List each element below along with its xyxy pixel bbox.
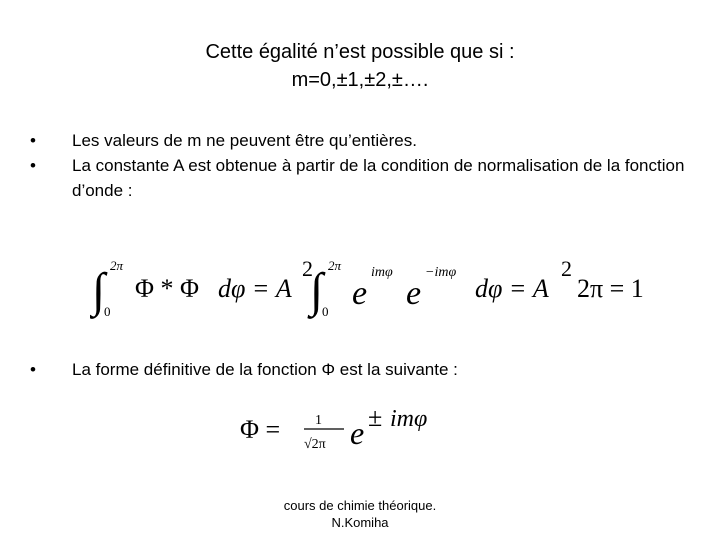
bullet-marker: • xyxy=(30,156,36,175)
integral-lower-bound: 0 xyxy=(322,304,329,319)
two-pi-equals-one: 2π = 1 xyxy=(577,274,644,303)
title-line-2: m=0,±1,±2,±…. xyxy=(291,69,429,91)
exp-e: e xyxy=(352,275,368,312)
exp-e: e xyxy=(406,275,422,312)
integral-sign: ∫ xyxy=(310,264,324,317)
bullet-marker: • xyxy=(30,360,36,379)
integral-upper-bound: 2π xyxy=(110,258,124,273)
fraction-numerator: 1 xyxy=(315,413,322,428)
exponent-im-phi: imφ xyxy=(371,265,393,280)
bullet-text: Les valeurs de m ne peuvent être qu’entières. xyxy=(72,131,417,150)
phi-final-equation xyxy=(240,400,460,462)
exponent-two: 2 xyxy=(561,256,572,281)
fraction-denominator: √2π xyxy=(304,437,326,452)
normalization-equation xyxy=(90,252,670,322)
phi-star-phi: Φ * Φ xyxy=(135,274,200,303)
slide-footer xyxy=(260,497,460,531)
bullet-item xyxy=(30,153,690,203)
bullet-marker: • xyxy=(30,131,36,150)
exponent-two: 2 xyxy=(302,256,313,281)
dphi-equals-a: dφ = A xyxy=(218,274,292,303)
bullet-item xyxy=(30,128,690,153)
bullet-list xyxy=(30,128,690,203)
bullet-text: La constante A est obtenue à partir de la condition de normalisation de la fonction d’onde : xyxy=(72,156,685,200)
footer-author: N.Komiha xyxy=(331,515,389,530)
integral-lower-bound: 0 xyxy=(104,304,111,319)
slide-title xyxy=(0,38,720,94)
integral-upper-bound: 2π xyxy=(328,258,342,273)
dphi-equals-a: dφ = A xyxy=(475,274,549,303)
exponent-im-phi: imφ xyxy=(390,406,428,432)
bullet-item xyxy=(30,357,690,382)
integral-sign: ∫ xyxy=(92,264,106,317)
bullet-list xyxy=(30,357,690,382)
phi-equals: Φ = xyxy=(240,415,281,444)
title-line-1: Cette égalité n’est possible que si : xyxy=(205,41,515,63)
footer-course: cours de chimie théorique. xyxy=(283,498,437,513)
exp-e: e xyxy=(350,415,365,451)
exponent-minus-im-phi: −imφ xyxy=(425,265,457,280)
plus-minus: ± xyxy=(368,403,383,432)
bullet-text: La forme définitive de la fonction Φ est la suivante : xyxy=(72,360,458,379)
